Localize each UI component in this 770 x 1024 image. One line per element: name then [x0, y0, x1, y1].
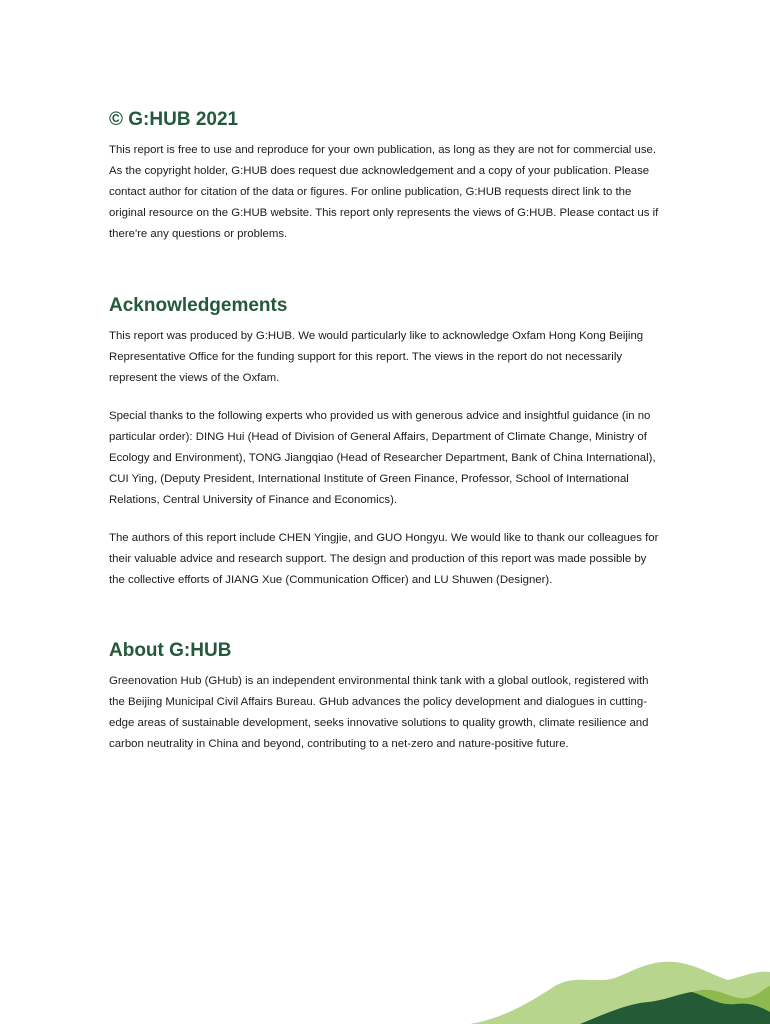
copyright-section: [109, 106, 665, 245]
copyright-paragraph: This report is free to use and reproduce for your own publication, as long as they are not for commercial use. As the copyright holder, G:HUB does request due acknowledgement and a copy of your publication. Please contact author for citation of the data or figures. For online publication, G:HUB requests direct link to the original resource on the G:HUB website. This report only represents the views of G:HUB. Please contact us if there're any questions or problems.: [109, 144, 659, 240]
acknowledgements-paragraph-funding: This report was produced by G:HUB. We would particularly like to acknowledge Oxfam Hong Kong Beijing Representative Office for the funding support for this report. The views in the report do not necessarily represent the views of the Oxfam.: [109, 330, 644, 384]
copyright-heading: © G:HUB 2021: [109, 109, 239, 130]
document-content: [109, 106, 665, 755]
acknowledgements-section: [109, 292, 665, 591]
about-paragraph: Greenovation Hub (GHub) is an independent environmental think tank with a global outlook, registered with the Beijing Municipal Civil Affairs Bureau. GHub advances the policy development and dialogues in cutting-edge areas of sustainable development, seeks innovative solutions to quality growth, climate resilience and carbon neutrality in China and beyond, contributing to a net-zero and nature-positive future.: [109, 675, 649, 750]
about-heading: About G:HUB: [109, 640, 232, 661]
acknowledgements-paragraph-experts: Special thanks to the following experts who provided us with generous advice and insightful guidance (in no particular order): DING Hui (Head of Division of General Affairs, Department of Climate Change, Ministry of Ecology and Environment), TONG Jiangqiao (Head of Researcher Department, Bank of China International), CUI Ying, (Deputy President, International Institute of Green Finance, Professor, School of International Relations, Central University of Finance and Economics).: [109, 410, 656, 506]
acknowledgements-heading: Acknowledgements: [109, 295, 288, 316]
acknowledgements-paragraph-authors: The authors of this report include CHEN Yingjie, and GUO Hongyu. We would like to thank our colleagues for their valuable advice and research support. The design and production of this report was made possible by the collective efforts of JIANG Xue (Communication Officer) and LU Shuwen (Designer).: [109, 532, 659, 586]
about-section: [109, 637, 665, 755]
green-hills-decoration: [470, 956, 770, 1024]
